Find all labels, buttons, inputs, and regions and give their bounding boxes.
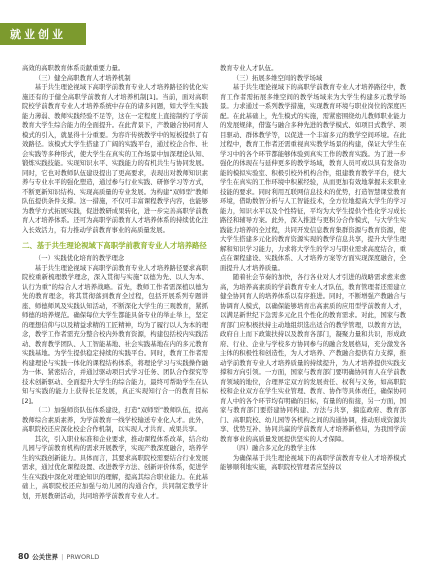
paragraph: 其次，引入职业标准和企业要求，推动课程体系改革，结合幼儿园与学前教育机构的需求开展教学，实现产教深度融合，培养学生的实践创新能力。具体而言，其要求高职院校需要结合行业发展需求，通过优化课程设置、改进教学方法、创新评价体系，促进学生在实践中深化对理论知识的理解，提高其综合职业能力。在此基础上，高职院校还应加强与幼儿园的沟通合作，共同制定教学计划，开展教研活动，共同培养学前教育专业人才。 — [22, 434, 208, 500]
page-number: 80 — [18, 552, 30, 561]
subheading: （四）融合多元化的教学主体 — [232, 444, 316, 452]
paragraph: 为确保基于共生理论视域下的高职学前教育专业人才培养模式能够顺利地实施，高职院校管理者应坚持以 — [220, 453, 406, 471]
subheading: （三）拓展多维空间的教学场域 — [232, 73, 323, 82]
subheading: （一）实践优化培育的教学理念 — [34, 254, 125, 262]
paragraph: 随着社会节奏的加快，各行各业对人才引进的战略需求愈来愈高，为培养高素质的学前教育专业人才队伍，教育管理者还需建立健全协同育人的培养体系以有序推进。同时，不断增强产教融合与协调育人模式，以确保能够培育出高素质的应用型学前教育人才，以满足新世纪下急需多元化且个性化的教育需求。对此，国家与教育部门应积极扶持主动地组织选出适合的教学管理，以教育方法，政府自上而下政策扶持以及教育各部门，凝聚力量和共识，形成政府、行业、企业与学校多方协同参与的融合发展格局，充分激发各主体的积极性和创造性，为人才培养、产教融合提供有力支撑，推动学前教育专业人才培养质量的持续提升，为人才培养提供实践支撑和方向引领。一方面，国家与教育部门要明确协同育人在学前教育领域的地位，合理界定双方的发展责任、权利与义务，如高职院校和企业双方在学生实业管理、教育、协作等具体责任，确保协同育人中的各个环节均有明确的目标，有量的的衔接，另一方面，国家与教育部门要搭建协同构建、方法与共享，搞监政府、教育部门、高职院校、幼儿园等各机构之间的沟通协调，推动形成资源共享、优势互补、协同共赢的学前教育人才培养新格局，为我国学前教育事业的高质量发展提供坚实的人才保障。 — [220, 273, 406, 443]
right-text-column — [220, 64, 406, 544]
subheading: （三）健全高职教育人才培养机制 — [34, 73, 131, 82]
paragraph: 教育专业人才队伍。 — [220, 64, 278, 72]
divider: | — [61, 552, 64, 561]
paragraph: （二）加强师资队伍体系建设，打造“双师型”教师队伍，提高教师综合素质素养，为学前教育一线学校输送专业化人才。此外，高职院校还应深化校企合作机制，以实现人才共育、成果共享。 — [22, 406, 208, 433]
paragraph: 基于共生理论视域下的高职学前教育专业人才培养路径中，教育工作者需拓展多维空间的教学场域来为大学生构建多元教学场景。力求通过一系列教学措施，实现教育环境与职业岗位的深度匹配。在此基础上，先生模式的实施，需紧密围绕幼儿教师职业能力的发展规律，借鉴与融合多种先进的教学模式、如项目式教学、项目驱动、群体教学等，以促进一个丰富多元的教学空间环境。在此过程中，教育工作者还需重视真实教学场景的构建，保证大学生在学习中的各个环节都能够体验到真实工作的教育实践。为了进一步强化的体现在与延伸更多的教学场域，教育人员可或以具有发备功能的模拟实验室、积极引校外机构合作，组建教育教学平台，使大学生在真实的工作环境中积累经验，从而更加有效地掌握未来职业技能的要求。同时利用互联网信息技术的优势，打造智慧课堂教育环境，借助数智分析与人工智能技术，全方位地提高大学生的学习能力，知识水平以及个性特征，平均为大学生提供个性化学习成长路径和辅导方案。此外，深入推进与更积分合作模式，与大学生实践能力培养的全过程，共同开发信息教育集群资源与教育资源，使大学生搭建多元化的教育资源实现的教学信息共享，提升大学生理解和知识学习能力，力求将大学生的学习与职业需求高度结合，重点在课程建设、实践体系、人才培养方案等方面实现深度融合，全面提升人才培养质量。 — [220, 83, 406, 272]
page-footer — [18, 552, 99, 561]
section-header-tag — [0, 23, 86, 45]
paragraph: 基于共生理论视域下高职学前教育专业人才培养路径的优化实施还有的于健全高职学前教育人才培养机制[1]。当前，面对高职院校学前教育专业人才培养系统中存在的诸多问题，如大学生实践能力薄弱、教师实践经验不足等，这在一定程度上直接制约了学前教育大学生综合能力的全面提升。在此背景下，产教融合协同育人模式的引入，就显得十分重要。为容许传统教学中的短板提供了有效路径。该模式大学生搭建了广阔的实践平台，通过校企合作、社会实践等多种形式，使大学生在真实的工作场景中加深理论认知、锻炼实践技能。实现知识水平、实践能力的有机共生与协同发展。同时，它也对教师队伍建设提出了更高要求，表现出对教师知识素养与专业水平的强化塑造，通过参与行业实践、研修学习等方式，不断更新知识结构、实现高质量的专业发展。为构建“双师型”教师队伍提供条件支撑。这一措施，不仅可丰富课程教学内容，也能够为教学方式拓展实践，促进教研成果转化，进一步完善高职学前教育人才培养体系。还可为高职学前教育人才培养体系的持续优化注入长效活力，有力推动学前教育事业的高质量发展。 — [22, 83, 208, 234]
magazine-name: 公关世界 — [32, 553, 59, 561]
section-label: 就业创业 — [10, 28, 66, 41]
magazine-english-name: PRWORLD — [66, 552, 100, 561]
paragraph: 基于共生理论视域下高职学前教育专业人才培养路径要求高职院校重新梳理教学理念，深入贯彻与实施“以德为先、以人为本、认行为重”的综合人才培养战略。首先，教师工作者需深植以德为先的教育理念，将其贯彻落到教育全过程，包括开展系列专题讲座、师德师风及实践认知活动，不断深化大学生的三观教育，紧抓师德的培养规范。确保每位大学生都能具备专业的举止举上，坚定的理想信仰与以及精益求精的工匠精神，均为了履行以人为本的理念，教学工作者需充分整合校内外教育资源，构建包括校内实践活动、教育教学团队、人工智能基地、社会实践基地在内的多元教育实践基地。为学生提供稳定持续的实践平台。同时，教育工作者需构建理论与实践一体化的课程结构体系，将理论学习与实践操作融为一体、紧密结合，并通过驱动项目式学习任务、团队合作探究等技术创新驱动、全面提升大学生的综合能力，最终可帮助学生在认知与实践的能力上获得长足发展，真正实现知行合一的教育目标[2]。 — [22, 263, 208, 405]
paragraph: 高效的高职教育体系贡献重要力量。 — [22, 64, 125, 72]
left-text-column — [22, 64, 208, 544]
section-heading: 二、基于共生理论视域下高职学前教育专业人才培养路径 — [22, 241, 207, 250]
